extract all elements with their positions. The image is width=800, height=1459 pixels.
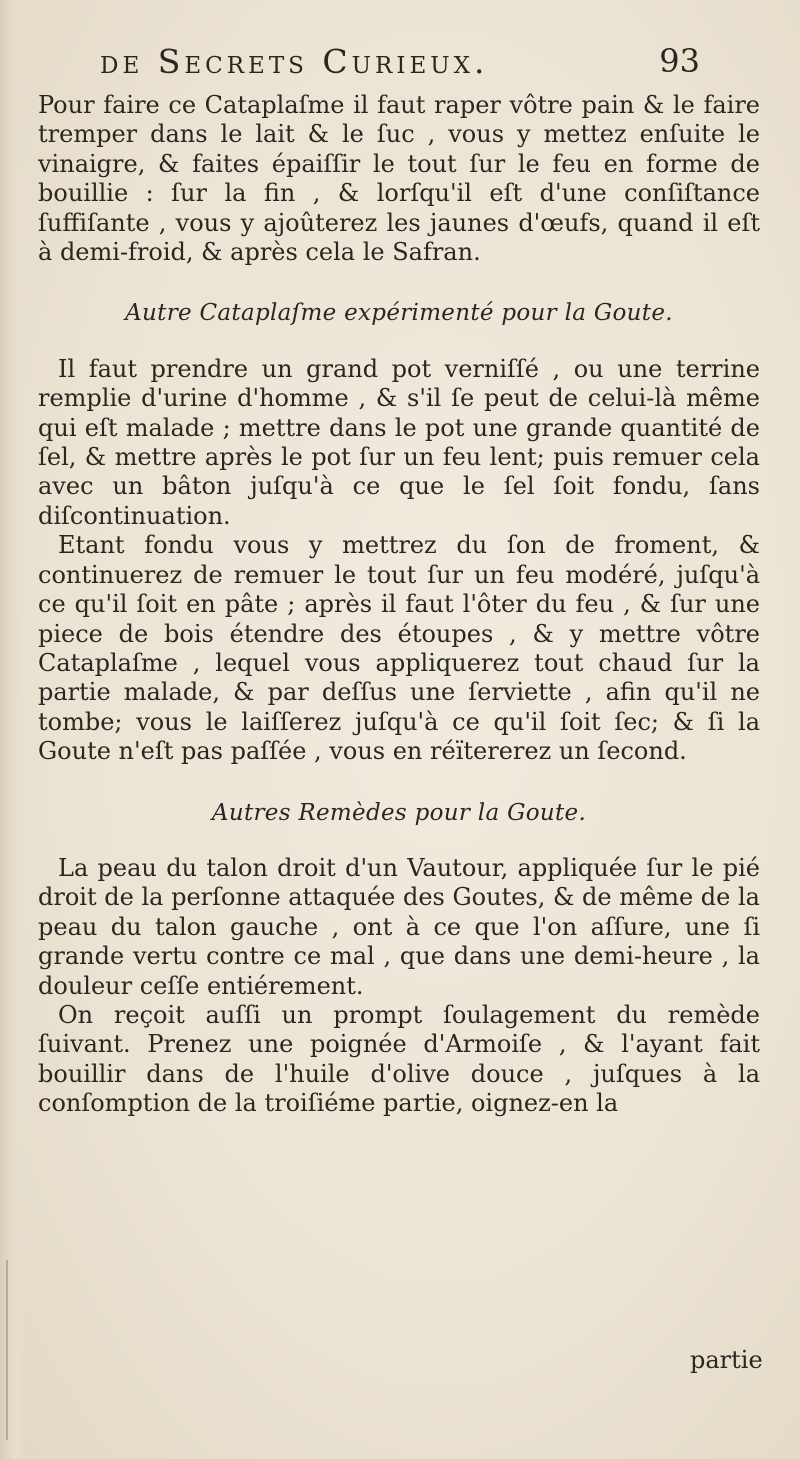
running-title: de Secrets Curieux. [100, 42, 489, 81]
paragraph: La peau du talon droit d'un Vautour, appliquée ſur le pié droit de la perſonne attaquée des Goutes, & de même de la peau du talon gauche , ont à ce que l'on aſſure, une ſi grande vertu contre ce mal , que dans une demi-heure , la douleur ceſſe entiérement. [38, 853, 760, 1000]
section-heading: Autres Remèdes pour la Goute. [211, 799, 587, 826]
paragraph: Etant fondu vous y mettrez du ſon de froment, & continuerez de remuer le tout ſur un feu modéré, juſqu'à ce qu'il ſoit en pâte ; après il faut l'ôter du feu , & ſur une piece de bois étendre des étoupes , & y mettre vôtre Cataplaſme , lequel vous appliquerez tout chaud ſur la partie malade, & par deſſus une ſerviette , afin qu'il ne tombe; vous le laiſſerez juſqu'à ce qu'il ſoit ſec; & ſi la Goute n'eſt pas paſſée , vous en réïtererez un ſecond. [38, 531, 760, 766]
paragraph: Pour faire ce Cataplaſme il faut raper vôtre pain & le faire tremper dans le lait & le ſuc , vous y mettez enſuite le vinaigre, & faites épaiſſir le tout ſur le feu en forme de bouillie : ſur la fin , & lorſqu'il eſt d'une conſiſtance ſuffiſante , vous y ajoûterez les jaunes d'œufs, quand il eſt à demi-froid, & après cela le Safran. [38, 91, 760, 267]
running-header [100, 42, 700, 92]
page-gutter-shadow [0, 0, 26, 1459]
page-number: 93 [659, 42, 700, 80]
binding-edge [6, 1260, 8, 1440]
page-body [38, 91, 760, 1119]
catchword: partie [690, 1346, 763, 1374]
section-heading: Autre Cataplaſme expérimenté pour la Goute. [125, 300, 673, 327]
paragraph: Il faut prendre un grand pot verniſſé , ou une terrine remplie d'urine d'homme , & s'il ſe peut de celui-là même qui eſt malade ; mettre dans le pot une grande quantité de ſel, & mettre après le pot ſur un feu lent; puis remuer cela avec un bâton juſqu'à ce que le ſel ſoit fondu, ſans diſcontinuation. [38, 354, 760, 530]
paragraph: On reçoit auſſi un prompt ſoulagement du remède ſuivant. Prenez une poignée d'Armoiſe , & l'ayant fait bouillir dans de l'huile d'olive douce , juſques à la conſomption de la troiſiéme partie, oignez-en la [38, 1000, 760, 1118]
